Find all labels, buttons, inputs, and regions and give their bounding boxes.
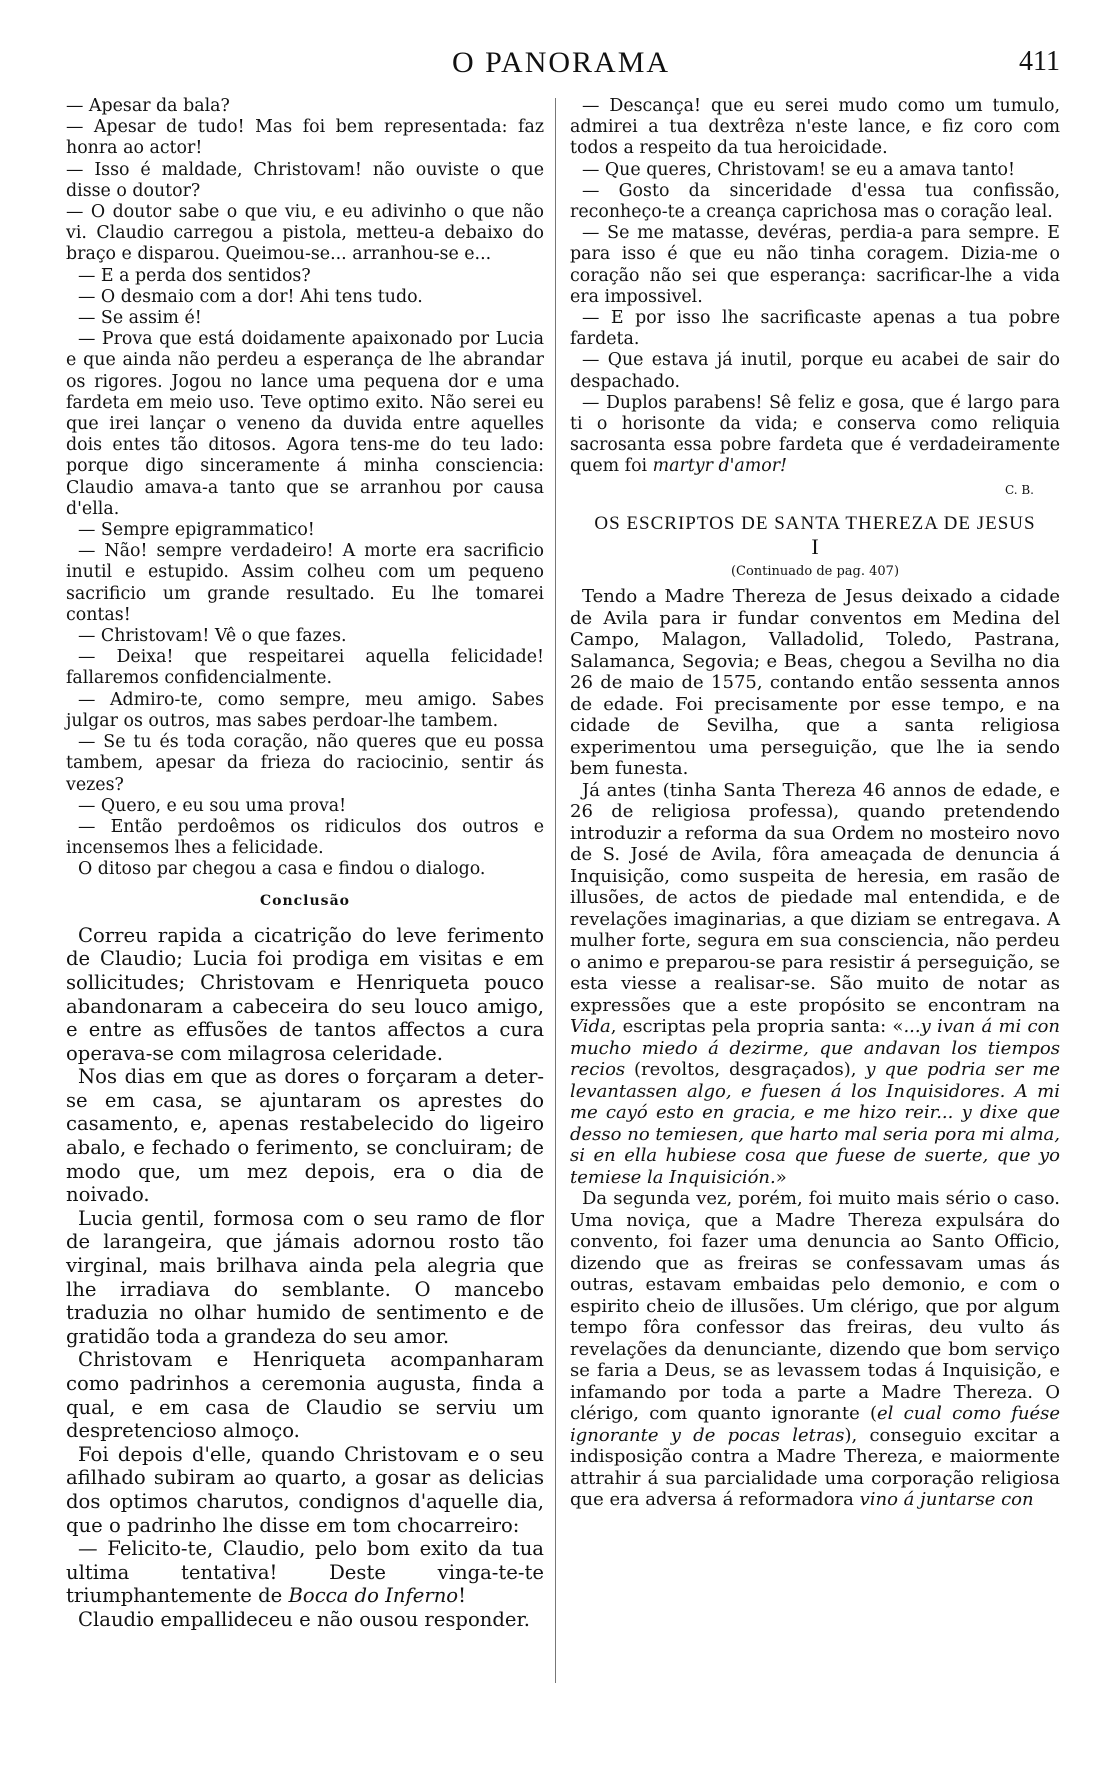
paragraph: Correu rapida a cicatrição do leve ferimento de Claudio; Lucia foi prodiga em visitas e em sollicitudes; Christovam e Henriqueta pouco abandonaram a cabeceira do seu louco amigo, e entre as effusões de tantos affectos a cura operava-se com milagrosa celeridade.	[66, 923, 544, 1065]
paragraph: Nos dias em que as dores o forçaram a deter-se em casa, se ajuntaram os aprestes do casamento, e, apenas restabelecido do ligeiro abalo, e fechado o ferimento, se concluiram; de modo que, um mez depois, era o dia de noivado.	[66, 1065, 544, 1207]
paragraph: — Se assim é!	[78, 308, 202, 329]
paragraph: — Apesar da bala?	[66, 96, 230, 116]
paragraph: Tendo a Madre Thereza de Jesus deixado a cidade de Avila para ir fundar conventos em Medina del Campo, Malagon, Valladolid, Toledo, Pastrana, Salamanca, Segovia; e Beas, chegou a Sevilha no dia 26 de maio de 1575, contando então sessenta annos de edade. Foi precisamente por esse tempo, e na cidade de Sevilha, que a santa religiosa experimentou uma perseguição, que lhe ia sendo bem funesta.	[570, 586, 1060, 780]
paragraph: — Que queres, Christovam! se eu a amava tanto!	[582, 159, 1015, 180]
page-number: 411	[1019, 46, 1060, 77]
paragraph: — E a perda dos sentidos?	[78, 265, 311, 286]
paragraph: — Que estava já inutil, porque eu acabei de sair do despachado.	[570, 350, 1060, 392]
italic-quote: el cual como fuése ignorante y de pocas letras	[570, 1403, 1060, 1446]
paragraph	[570, 1188, 1060, 1511]
paragraph-text: , escriptas pela propria santa: «	[610, 1016, 904, 1038]
paragraph-text: Já antes (tinha Santa Thereza 46 annos de edade, e 26 de religiosa professa), quando pretendendo introduzir a reforma da sua Ordem no mosteiro novo de S. José de Avila, fôra ameaçada de denuncia á Inquisição, como suspeita de heresia, em rasão de illusões, de actos de piedade mal entendida, e de revelações imaginarias, a que diziam se entregava. A mulher forte, segura em sua consciencia, não perdeu o animo e preparou-se para resistir á perseguição, se esta viesse a realisar-se. São muito de notar as expressões que a este propósito se encontram na	[570, 779, 1060, 1016]
italic-quote: vino á juntarse con	[859, 1489, 1034, 1511]
paragraph-text: »	[775, 1166, 787, 1188]
column-divider	[555, 98, 556, 1683]
right-column	[570, 96, 1060, 1511]
paragraph: — Descança! que eu serei mudo como um tumulo, admirei a tua dextrêza n'este lance, e fiz coro com todos a respeito da tua heroicidade.	[570, 96, 1060, 159]
paragraph: — E por isso lhe sacrificaste apenas a tua pobre fardeta.	[570, 308, 1060, 350]
paragraph: — Admiro-te, como sempre, meu amigo. Sabes julgar os outros, mas sabes perdoar-lhe tambem.	[66, 689, 544, 731]
paragraph: — Sempre epigrammatico!	[78, 520, 315, 541]
paragraph: — Se me matasse, devéras, perdia-a para sempre. E para isso é que eu não tinha coragem. Dizia-me o coração não sei que esperança: sacrificar-lhe a vida era impossivel.	[570, 223, 1060, 307]
article-numeral: I	[811, 534, 819, 560]
paragraph: — Gosto da sinceridade d'essa tua confissão, reconheço-te a creança caprichosa mas o coração leal.	[570, 180, 1060, 223]
paragraph: — Apesar de tudo! Mas foi bem representada: faz honra ao actor!	[66, 117, 544, 159]
paragraph-text: !	[458, 1584, 466, 1608]
continued-note: (Continuado de pag. 407)	[730, 564, 900, 580]
paragraph: — Isso é maldade, Christovam! não ouviste o que disse o doutor?	[66, 159, 544, 201]
paragraph-text: ), conseguio excitar a indisposição contra a Madre Thereza, e maiormente attrahir á sua parcialidade uma corporação religiosa que era adversa á reformadora	[570, 1424, 1060, 1511]
paragraph: — O doutor sabe o que viu, e eu adivinho o que não vi. Claudio carregou a pistola, metteu-a debaixo do braço e disparou. Queimou-se... arranhou-se e...	[66, 202, 544, 265]
italic-quote: ...y ivan á mi con mucho miedo á dezirme, que andavan los tiempos recios	[570, 1016, 1060, 1081]
left-column	[66, 96, 544, 1632]
page-header	[62, 44, 1060, 84]
paragraph: Foi depois d'elle, quando Christovam e o seu afilhado subiram ao quarto, a gosar as delicias dos optimos charutos, condignos d'aquelle dia, que o padrinho lhe disse em tom chocarreiro:	[66, 1442, 544, 1537]
paragraph: — Não! sempre verdadeiro! A morte era sacrificio inutil e estupido. Assim colheu com um pequeno sacrificio um grande resultado. Eu lhe tomarei contas!	[66, 541, 544, 625]
paragraph: — Então perdoêmos os ridiculos dos outros e incensemos lhes a felicidade.	[66, 816, 544, 859]
italic-phrase: martyr d'amor!	[652, 456, 788, 477]
paragraph	[66, 1537, 544, 1608]
paragraph: — O desmaio com a dor! Ahi tens tudo.	[78, 286, 423, 307]
paragraph: Claudio empallideceu e não ousou responder.	[78, 1607, 530, 1631]
paragraph-text: — Felicito-te, Claudio, pelo bom exito da tua ultima tentativa! Deste vinga-te-te triumphantemente de	[66, 1537, 544, 1608]
paragraph-text: Da segunda vez, porém, foi muito mais sério o caso. Uma noviça, que a Madre Thereza expulsára do convento, foi fazer uma denuncia ao Santo Officio, dizendo que as freiras se confessavam umas ás outras, estavam embaidas pelo demonio, e com o espirito cheio de illusões. Um clérigo, que por algum tempo fôra confessor das freiras, deu vulto ás revelações da denunciante, dizendo que bom serviço se faria a Deus, se as levassem todas á Inquisição, e infamando por toda a parte a Madre Thereza. O clérigo, com quanto ignorante (	[570, 1188, 1060, 1425]
paragraph: — Quero, e eu sou uma prova!	[78, 795, 347, 816]
italic-title: Vida	[570, 1016, 611, 1038]
paragraph: Christovam e Henriqueta acompanharam como padrinhos a ceremonia augusta, finda a qual, e em casa de Claudio se serviu um despretencioso almoço.	[66, 1348, 544, 1443]
italic-name: Bocca do Inferno	[288, 1584, 459, 1608]
running-title: O PANORAMA	[451, 46, 671, 79]
paragraph	[570, 393, 1060, 478]
paragraph: Lucia gentil, formosa com o seu ramo de flor de larangeira, que jámais adornou rosto tão virginal, mais brilhava ainda pela alegria que lhe irradiava do semblante. O mancebo traduzia no olhar humido de sentimento e de gratidão toda a grandeza do seu amor.	[66, 1206, 544, 1348]
paragraph: — Prova que está doidamente apaixonado por Lucia e que ainda não perdeu a esperança de lhe abrandar os rigores. Jogou no lance uma pequena dor e uma fardeta em meio uso. Teve optimo exito. Não serei eu que irei lançar o veneno da duvida entre aquelles dois entes tão ditosos. Agora tens-me do teu lado: porque digo sinceramente á minha consciencia: Claudio amava-a tanto que se arranhou por causa d'ella.	[66, 329, 544, 519]
author-signature: C. B.	[1004, 482, 1034, 497]
paragraph: — Deixa! que respeitarei aquella felicidade! fallaremos confidencialmente.	[66, 647, 544, 689]
italic-quote: y que podria ser me levantassen algo, e fuesen á los Inquisidores. A mi me cayó esto en gracia, e me hizo reir... y dixe que desso no temiesen, que harto mal seria pora mi alma, si en ella hubiese cosa que fuese de suerte, que yo temiese la Inquisición.	[570, 1059, 1060, 1188]
section-heading-conclusao: Conclusão	[260, 892, 350, 909]
paragraph: — Christovam! Vê o que fazes.	[78, 626, 347, 647]
article-title: OS ESCRIPTOS DE SANTA THEREZA DE JESUS	[594, 512, 1036, 534]
paragraph: O ditoso par chegou a casa e findou o dialogo.	[78, 859, 486, 880]
paragraph-text: (revoltos, desgraçados),	[625, 1059, 866, 1081]
paragraph	[570, 780, 1060, 1189]
paragraph-text: — Duplos parabens! Sê feliz e gosa, que é largo para ti o horisonte da vida; e conserva como reliquia sacrosanta essa pobre fardeta que é verdadeiramente quem foi	[570, 392, 1060, 477]
paragraph: — Se tu és toda coração, não queres que eu possa tambem, apesar da frieza do raciocinio, sentir ás vezes?	[66, 732, 544, 795]
